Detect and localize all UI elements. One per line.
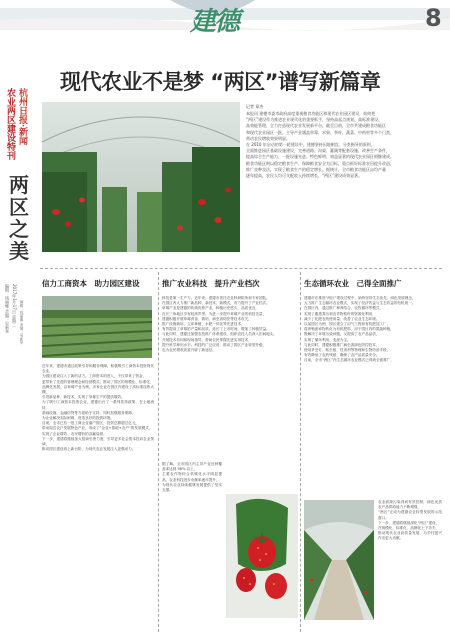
- section1-line: 为园区建设注入了新的活力。工商资本的进入，不仅带来了资金，: [42, 374, 147, 379]
- intro-line: 提高综合生产能力，一批设施先进、特色鲜明、效益显著的现代农业园区相继建成。: [246, 154, 394, 160]
- section3-line: 与此同时，建德积极推广病虫害绿色防控技术，: [304, 342, 380, 347]
- intro-line: “两区”建设作为推进农业现代化的重要抓手，坚持高起点规划、高标准建设、: [246, 117, 383, 123]
- page-number: 8: [425, 4, 442, 32]
- paper-name: 杭州日报·新闻: [17, 88, 27, 146]
- header-logo: 建德: [190, 7, 239, 37]
- section2-line: 与此同时，建德还加强农技推广体系建设，组织农技人员深入田间地头，: [162, 332, 277, 337]
- section3-line: 既解决了环境污染问题，又提高了农产品品质，: [304, 332, 380, 337]
- intro-line: 和现代农业园区一批，主导产业涵盖草莓、水果、茶叶、蔬菜、中药材等多个门类，: [246, 129, 394, 135]
- section-divider: [40, 268, 442, 269]
- section2-line: 开展技术培训和现场指导，帮助农民掌握先进实用技术，: [162, 337, 252, 342]
- section2-line: 主要农作物综合机械化水平明显提高，农业科技进步贡献率逐年提升，: [162, 472, 222, 482]
- section1-line: 为企业解决实际困难，营造良好的投资环境。: [42, 416, 114, 421]
- section2-body-bottom: [162, 462, 222, 632]
- section2-line: 推广设施栽培、立体种植、水肥一体化等先进技术，: [162, 322, 245, 327]
- section1-meta: [20, 300, 25, 344]
- section3-line: 将养殖废弃物转化为有机肥料，用于园区内的果蔬种植，: [304, 327, 394, 332]
- section2-line: 也为农民增收致富开辟了新途径。: [162, 348, 216, 353]
- section3-line: 减少了化肥农药使用量，改善了农业生态环境。: [304, 316, 380, 321]
- section3-body-bottom: [378, 500, 442, 632]
- section3-line: 有效降低了农药残留，确保了农产品质量安全。: [304, 353, 380, 358]
- section2-line: 有效提高了草莓的产量和品质，延长了上市时间，增加了种植效益。: [162, 327, 270, 332]
- byline: 记者 章杰: [246, 104, 264, 109]
- section-title: 信力工商资本 助力园区建设: [42, 279, 140, 288]
- section1-line: 基础设施、金融信贷等方面给予支持，同时加强服务保障，: [42, 410, 136, 415]
- section3-line: 推动现代农业高质量发展，为乡村振兴作出更大贡献。: [378, 531, 442, 541]
- section1-line: 品牌化发展。以草莓产业为例，多家企业在园区内建设了高标准连栋大棚，: [42, 384, 154, 395]
- column-divider: [300, 272, 301, 632]
- section3-line: “两区”正成为建德农业转型发展的示范窗口。: [378, 510, 442, 520]
- section3-line: 在规模化、标准化、品牌化上下功夫，: [378, 526, 440, 531]
- headline: 现代农业不是梦 “两区”谱写新篇章: [60, 70, 381, 94]
- section2-line: 科技是第一生产力。近年来，建德市依托农业科研院所和专家团队，: [162, 296, 270, 300]
- section2-body-top: [162, 296, 296, 456]
- section1-line: 带动周边农户发展特色产业，形成了“企业+基地+农户”的发展模式，: [42, 426, 153, 431]
- column-divider: [158, 272, 159, 632]
- section2-line: 草莓产业是建德的传统优势产业，种植历史悠久，品质优良，: [162, 306, 260, 311]
- intro-line: 全面推进园区基础设施建设，完善道路、沟渠、灌溉等配套设施，改善生产条件，: [246, 148, 390, 154]
- section3-line: 下一步，建德将继续深化“两区”建设，: [378, 520, 440, 525]
- section3-line: 农业面源污染得到有效控制，绿色优质农产品供给能力不断增强，: [378, 500, 442, 510]
- section2-line: 提升科学种田水平。科技的广泛应用，推动了园区产业转型升级，: [162, 342, 267, 347]
- greenhouse-strawberry-photo: [42, 102, 240, 252]
- section1-line: 引进新品种、新技术，实现了草莓生产的提质增效。: [42, 395, 125, 400]
- intro-line: 推广良种良法，实现了粮食生产的稳定增长。据统计，全市粮食功能区亩均产量: [246, 166, 386, 172]
- intro-line: 逐年提高，农民人均可支配收入持续增长，“两区”建设成效显著。: [246, 173, 363, 179]
- intro-line: 高效能管理，全力打造现代农业发展新平台。截至目前，全市共建成粮食功能区: [246, 123, 386, 129]
- series-subtitle: 两区之美: [9, 173, 29, 263]
- section1-line: 目前，全市已有一批工商企业落户园区，投资总额超过亿元，: [42, 421, 140, 426]
- section1-line: 推动园区建设再上新台阶，为现代农业发展注入更强动力。: [42, 447, 136, 452]
- strawberry-photo: [226, 494, 298, 618]
- section1-line: 下一步，建德将继续加大招商引资力度，引导更多社会资本投向农业领域，: [42, 436, 154, 447]
- section-title: 生态循环农业 己得全面推广: [304, 279, 402, 288]
- section1-body: [42, 364, 154, 632]
- section3-body-top: [304, 296, 442, 492]
- section3-line: 在园区内，通过推广种养结合、农牧循环等模式，: [304, 306, 384, 311]
- greenhouse-corridor-photo: [304, 500, 374, 620]
- intro-line: 本报讯 建德市委市政府高度重视粮食功能区和现代农业园区建设，始终把: [246, 111, 376, 116]
- section-title: 推广农业科技 提升产业档次: [162, 279, 260, 288]
- section1-meta-editor: 编辑：钱丽娜 美编：吴新华: [20, 300, 24, 345]
- section2-line: 在长三角地区享有较高声誉。为进一步提升草莓产业的科技含量，: [162, 311, 267, 316]
- section3-line: 实现了畜禽粪污和农作物秸秆的资源化利用，: [304, 311, 376, 316]
- section1-line: 为了吸引工商资本投资农业，建德出台了一系列扶持政策，在土地流转、: [42, 400, 154, 410]
- page-header: [0, 0, 450, 40]
- section2-line: 为现代农业持续健康发展提供了坚实支撑。: [162, 482, 222, 493]
- section3-line: 目前，全市“两区”内生态循环农业模式已得到全面推广，: [304, 358, 394, 363]
- section2-line: 据了解，全市园区内主导产业良种覆盖率达到 98% 以上，: [162, 462, 222, 472]
- section1-line: 实现了企业增效、农民增收的双赢局面。: [42, 431, 107, 436]
- intro-line: 粮食功能区则以稳定粮食生产、保障粮食安全为目标，重点抓好标准农田提升改造，: [246, 160, 394, 166]
- section3-line: 大力推广生态循环农业模式，实现了经济效益与生态效益的有机统一。: [304, 301, 416, 306]
- intro-line: 带动农民增收效果明显。: [246, 135, 290, 141]
- date-meta: 2017年1月17日 星期二: [12, 284, 17, 328]
- intro-line: 在 2010 年启动的第一轮建设中，建德坚持因地制宜、分类指导的原则，: [246, 142, 375, 148]
- section2-line: 建德积极开展草莓育苗、栽培、病虫害防控等技术攻关，: [162, 316, 252, 321]
- section1-line: 更带来了先进的管理理念和经营模式，推动了园区的规模化、标准化、: [42, 379, 154, 384]
- section1-line: 近年来，建德市通过政策引导和服务保障，积极吸引工商资本投资现代农业，: [42, 364, 154, 374]
- intro-text: [246, 111, 442, 261]
- section3-line: 建德市在推进“两区”建设过程中，始终坚持生态优先、绿色发展理念，: [304, 296, 416, 300]
- section3-line: 以某园区为例，园区建立了沼气工程和有机肥加工厂，: [304, 322, 391, 327]
- series-title: 农业两区建设特刊: [5, 88, 15, 160]
- section3-line: 实现了循环利用、变废为宝。: [304, 337, 351, 342]
- section2-line: 在园区内大力推广新品种、新技术、新模式，有力提升了产业档次。: [162, 301, 270, 306]
- section3-line: 使用杀虫灯、粘虫板、性诱剂等物理和生物防治手段，: [304, 348, 391, 353]
- editor-meta: 编辑：钱丽娜 美编：吴新华: [5, 284, 10, 334]
- field-photo: [42, 296, 152, 358]
